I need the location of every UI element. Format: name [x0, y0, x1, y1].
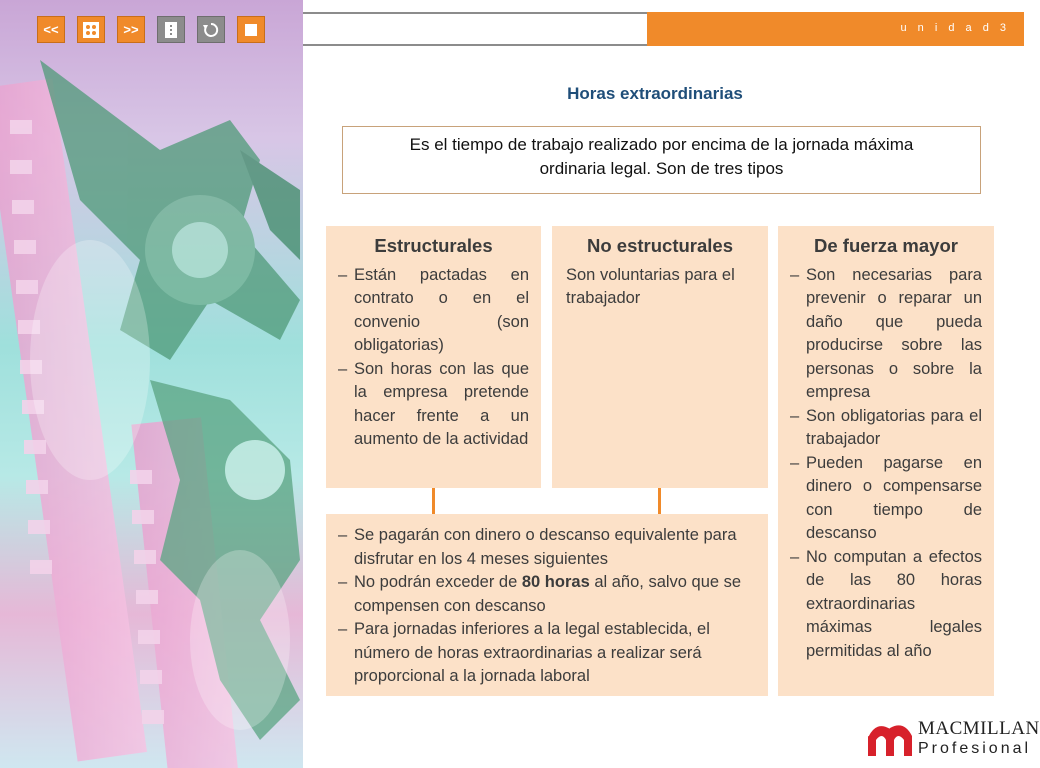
- header-bar-right: [647, 12, 1024, 46]
- gear-illustration: [0, 0, 303, 768]
- card-fuerza-mayor: [778, 226, 994, 696]
- card-heading: No estructurales: [587, 235, 733, 256]
- list-item: – Están pactadas en contrato o en el convenio (son obligatorias): [326, 264, 529, 358]
- return-arrow-icon: [202, 21, 220, 39]
- definition-box: [342, 126, 981, 194]
- decorative-gear-panel: [0, 0, 303, 768]
- header-bar-left: [303, 12, 647, 46]
- next-button[interactable]: [117, 16, 145, 43]
- document-icon: [162, 21, 180, 39]
- connector-line: [432, 488, 435, 514]
- logo-text-line1: MACMILLAN: [918, 718, 1040, 739]
- card-heading: Estructurales: [374, 235, 493, 256]
- list-item: – Son necesarias para prevenir o reparar un daño que pueda producirse sobre las personas o sobre la empresa: [778, 264, 982, 405]
- exit-button[interactable]: [237, 16, 265, 43]
- previous-label: <<: [43, 22, 59, 37]
- list-item: – No computan a efectos de las 80 horas extraordinarias máximas legales permitidas al año: [778, 546, 982, 664]
- logo-text-line2: Profesional: [918, 740, 1032, 757]
- list-item: [326, 571, 756, 618]
- card-list: [326, 524, 768, 689]
- next-label: >>: [123, 22, 139, 37]
- card-no-estructurales: [552, 226, 768, 488]
- card-text: Son voluntarias para el trabajador: [566, 265, 735, 307]
- notes-button[interactable]: [157, 16, 185, 43]
- card-estructurales: [326, 226, 541, 488]
- item-text: al año, salvo que se compensen con descanso: [354, 573, 742, 615]
- previous-button[interactable]: [37, 16, 65, 43]
- page-title: Horas extraordinarias: [567, 84, 743, 103]
- item-bold-text: 80 horas: [521, 573, 590, 591]
- back-button[interactable]: [197, 16, 225, 43]
- unit-label: u n i d a d 3: [900, 22, 1010, 34]
- logo-mark-icon: [866, 718, 914, 758]
- definition-line-2: ordinaria legal. Son de tres tipos: [539, 159, 784, 178]
- definition-line-1: Es el tiempo de trabajo realizado por encima de la jornada máxima: [409, 135, 914, 154]
- list-item: – Son obligatorias para el trabajador: [778, 405, 982, 452]
- card-conditions: [326, 514, 768, 696]
- card-list: [778, 264, 994, 664]
- list-item: – Pueden pagarse en dinero o compensarse con tiempo de descanso: [778, 452, 982, 546]
- card-heading: De fuerza mayor: [814, 235, 958, 256]
- list-item: – Para jornadas inferiores a la legal establecida, el número de horas extraordinarias a realizar será proporcional a la jornada laboral: [326, 618, 756, 689]
- connector-line: [658, 488, 661, 514]
- list-item: – Son horas con las que la empresa pretende hacer frente a un aumento de la actividad: [326, 358, 529, 452]
- grid-dots-icon: [82, 21, 100, 39]
- item-text: No podrán exceder de: [354, 573, 522, 591]
- index-button[interactable]: [77, 16, 105, 43]
- macmillan-logo: [866, 716, 1040, 762]
- card-list: [326, 264, 541, 452]
- stop-square-icon: [244, 23, 258, 37]
- list-item: – Se pagarán con dinero o descanso equivalente para disfrutar en los 4 meses siguientes: [326, 524, 756, 571]
